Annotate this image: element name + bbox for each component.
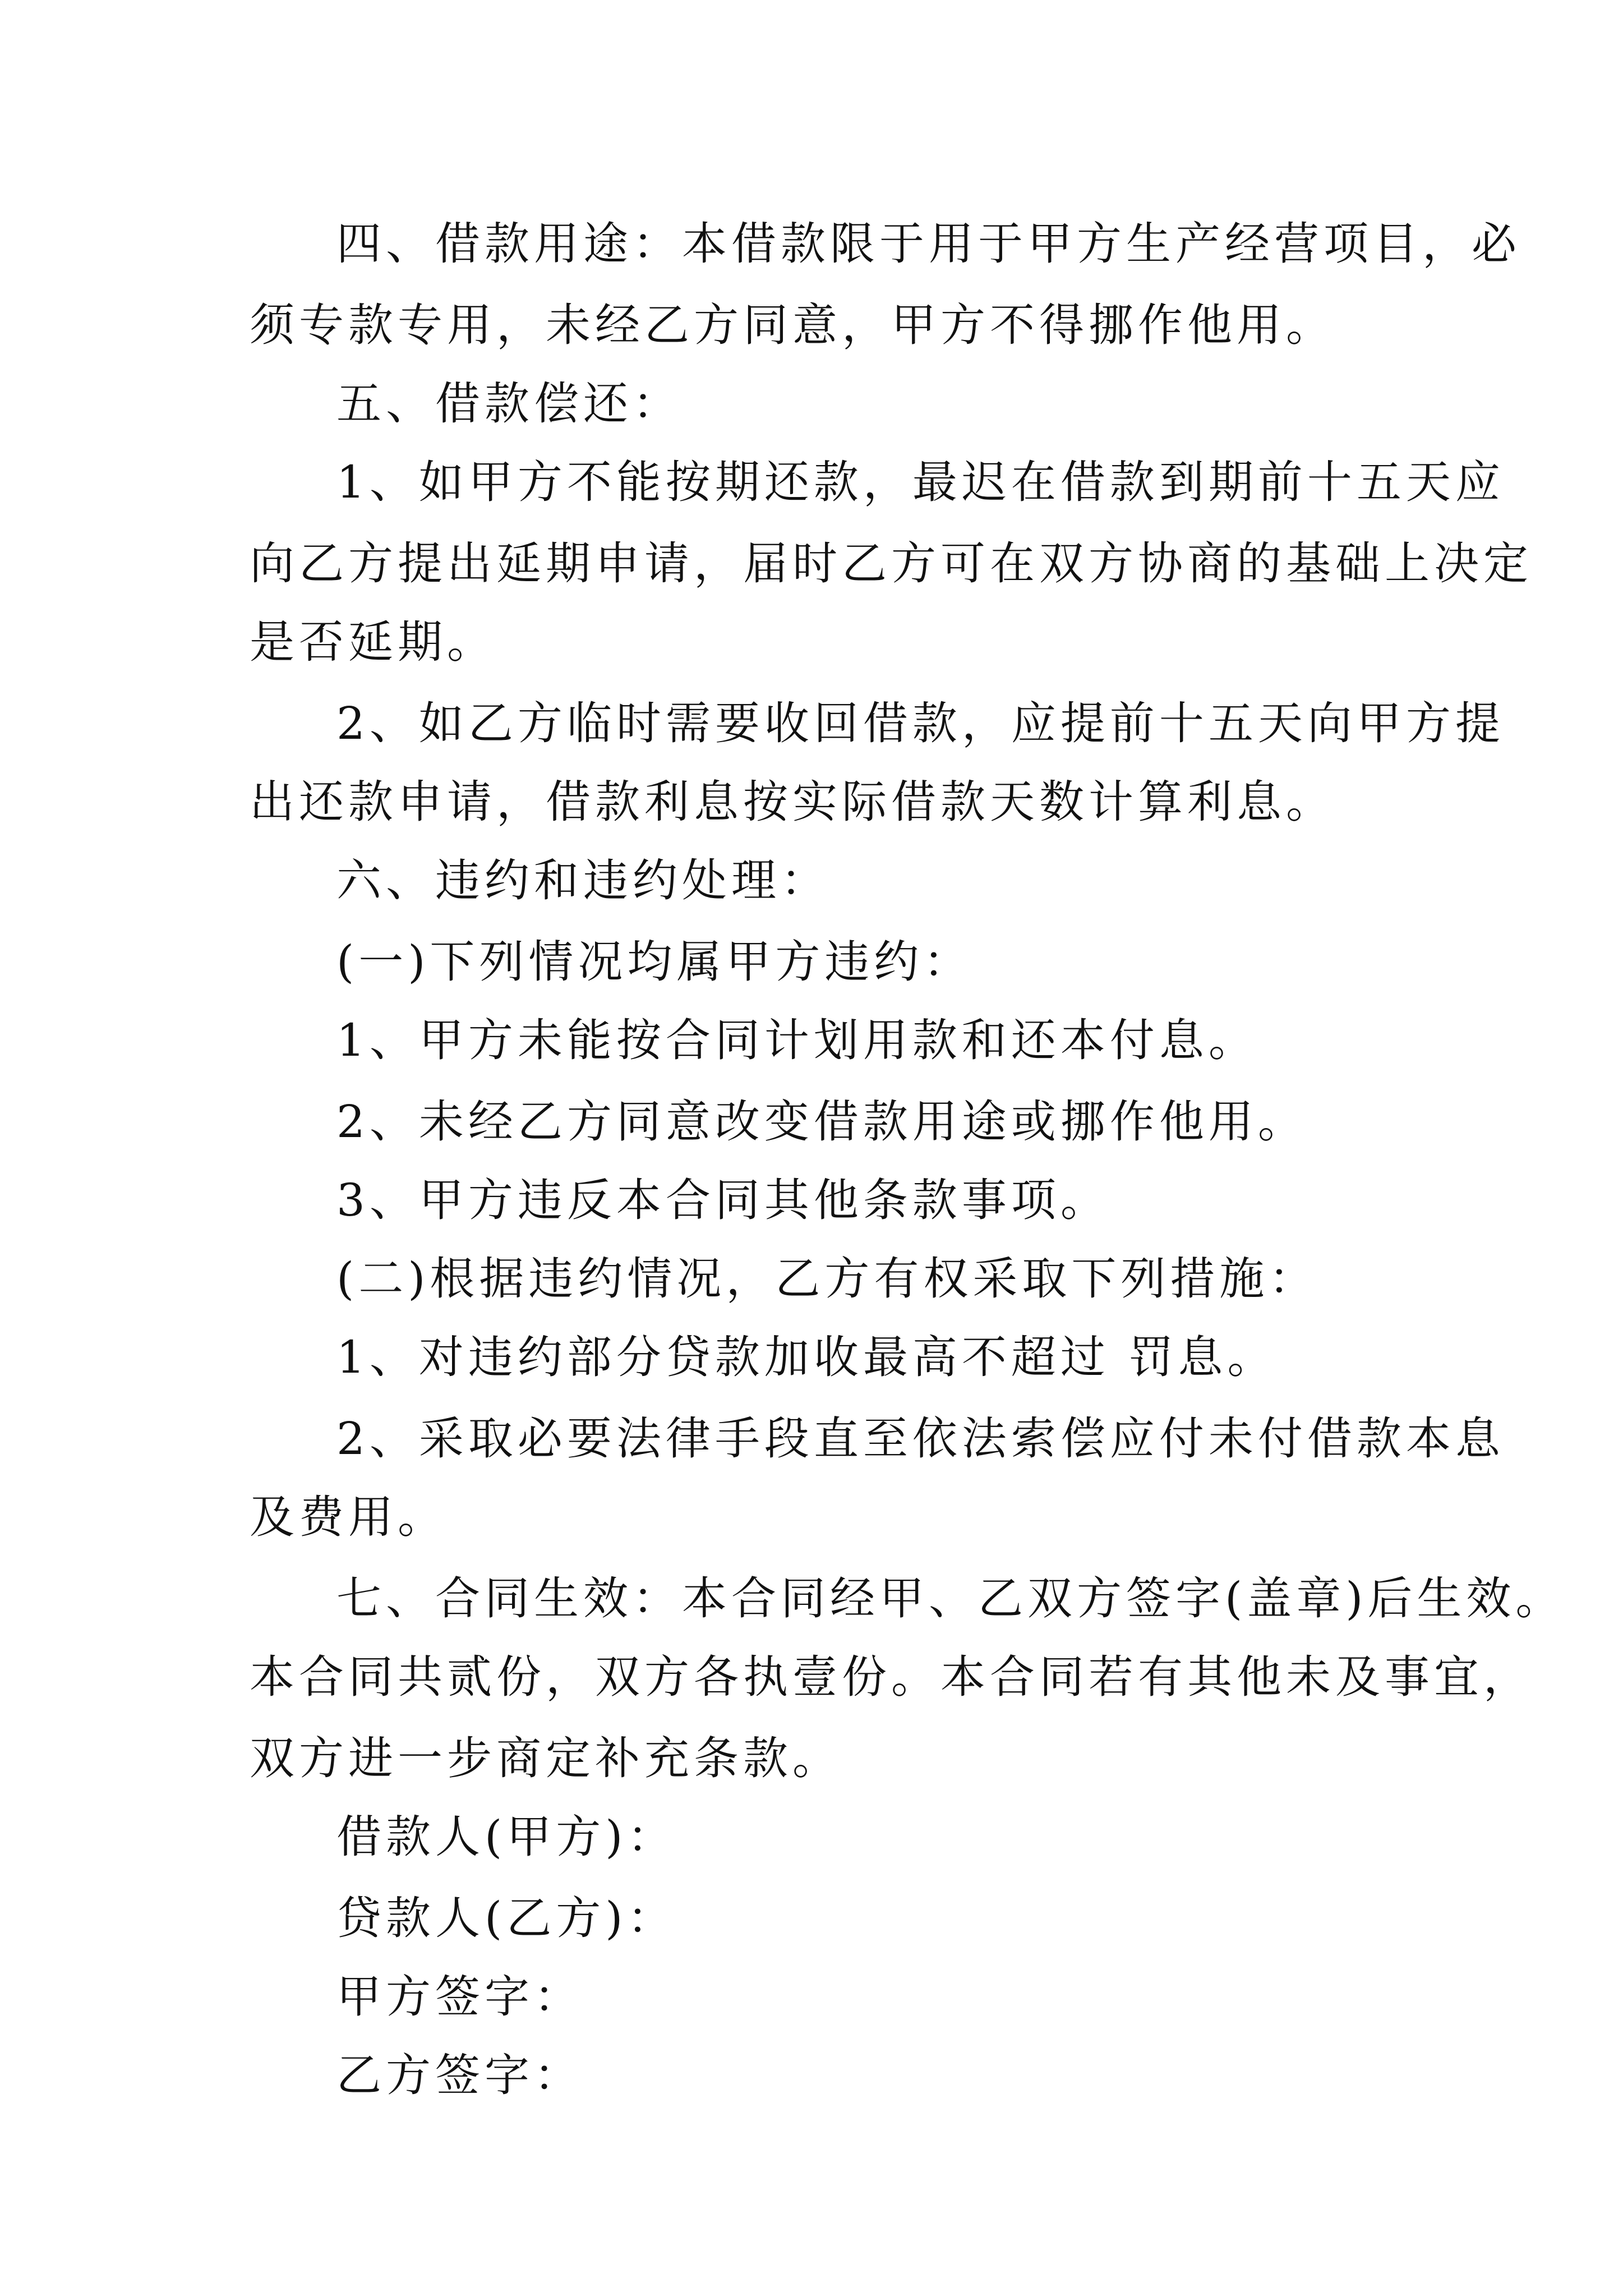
clause-5-2-line-1: 2、如乙方临时需要收回借款，应提前十五天向甲方提 (336, 697, 1505, 749)
clause-6-part-1-item-1: 1、甲方未能按合同计划用款和还本付息。 (336, 1014, 1258, 1066)
clause-7-line-3: 双方进一步商定补充条款。 (250, 1732, 842, 1784)
party-b-signature-label: 乙方签字： (336, 2049, 583, 2101)
clause-6-heading: 六、违约和违约处理： (336, 854, 830, 907)
clause-6-part-1-item-2: 2、未经乙方同意改变借款用途或挪作他用。 (336, 1096, 1307, 1148)
lender-label: 贷款人(乙方)： (336, 1892, 677, 1944)
clause-5-1-line-3: 是否延期。 (250, 616, 496, 668)
clause-6-part-2-item-2-line-2: 及费用。 (250, 1491, 447, 1543)
clause-7-line-2: 本合同共贰份，双方各执壹份。本合同若有其他未及事宜， (250, 1651, 1533, 1703)
clause-6-part-2-item-1: 1、对违约部分贷款加收最高不超过 罚息。 (336, 1331, 1277, 1383)
clause-4-line-1: 四、借款用途：本借款限于用于甲方生产经营项目，必 (336, 218, 1521, 270)
clause-6-part-1-item-3: 3、甲方违反本合同其他条款事项。 (336, 1174, 1110, 1226)
clause-7-line-1: 七、合同生效：本合同经甲、乙双方签字(盖章)后生效。 (336, 1572, 1565, 1625)
clause-6-part-2-item-2-line-1: 2、采取必要法律手段直至依法索偿应付未付借款本息 (336, 1412, 1505, 1465)
clause-6-part-2-heading: (二)根据违约情况，乙方有权采取下列措施： (336, 1253, 1318, 1305)
clause-5-1-line-2: 向乙方提出延期申请，届时乙方可在双方协商的基础上决定 (250, 537, 1533, 590)
borrower-label: 借款人(甲方)： (336, 1811, 677, 1863)
clause-6-part-1-heading: (一)下列情况均属甲方违约： (336, 936, 973, 988)
clause-5-1-line-1: 1、如甲方不能按期还款，最迟在借款到期前十五天应 (336, 456, 1505, 508)
clause-4-line-2: 须专款专用，未经乙方同意，甲方不得挪作他用。 (250, 299, 1335, 351)
clause-5-heading: 五、借款偿还： (336, 378, 682, 430)
party-a-signature-label: 甲方签字： (336, 1971, 583, 2023)
clause-5-2-line-2: 出还款申请，借款利息按实际借款天数计算利息。 (250, 776, 1335, 828)
